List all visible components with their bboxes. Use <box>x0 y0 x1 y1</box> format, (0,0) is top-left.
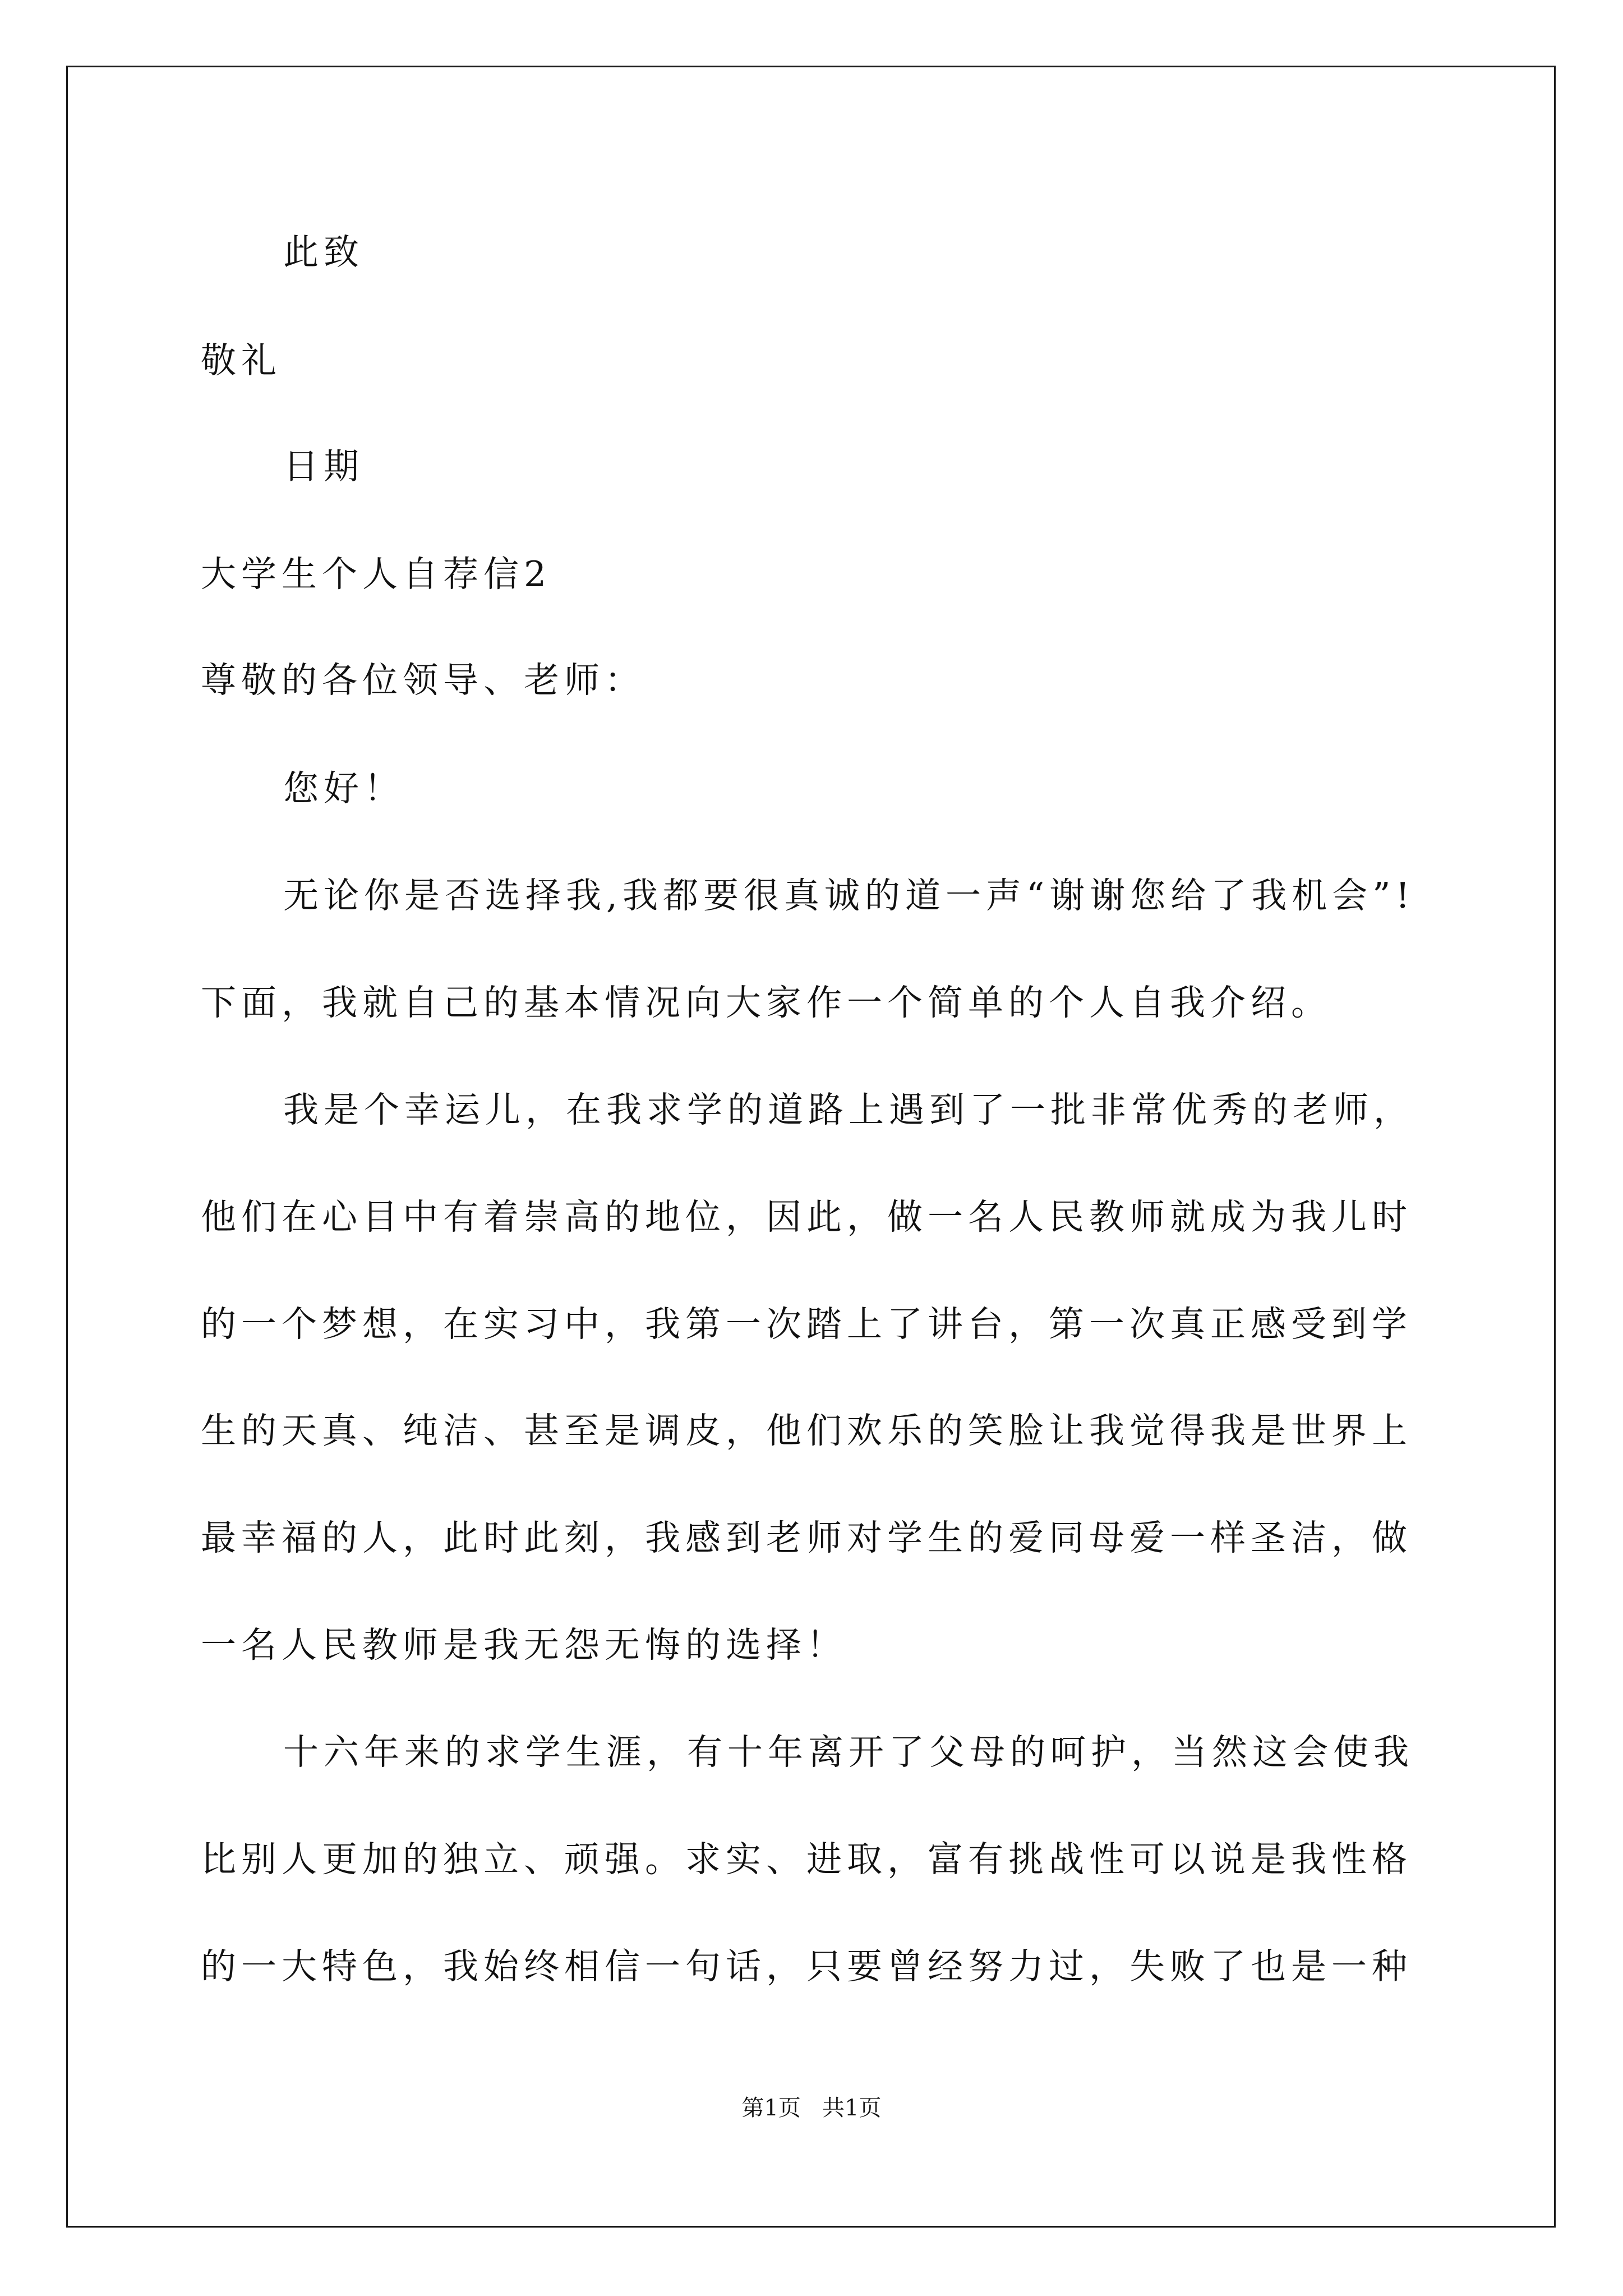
closing-line: 此致 <box>283 232 364 273</box>
page-frame <box>66 66 1556 2228</box>
paragraph-line: 比别人更加的独立、顽强。求实、进取，富有挑战性可以说是我性格 <box>201 1839 1412 1880</box>
paragraph-line: 无论你是否选择我,我都要很真诚的道一声“谢谢您给了我机会”! <box>283 875 1415 916</box>
paragraph-line: 的一大特色，我始终相信一句话，只要曾经努力过，失败了也是一种 <box>201 1946 1412 1987</box>
paragraph-line: 十六年来的求学生涯，有十年离开了父母的呵护，当然这会使我 <box>283 1732 1414 1773</box>
greeting: 您好！ <box>283 768 404 809</box>
paragraph-line: 最幸福的人，此时此刻，我感到老师对学生的爱同母爱一样圣洁，做 <box>201 1517 1412 1558</box>
paragraph-line: 一名人民教师是我无怨无悔的选择！ <box>201 1625 847 1665</box>
salutation: 尊敬的各位领导、老师： <box>201 660 645 701</box>
paragraph-line: 他们在心目中有着崇高的地位，因此，做一名人民教师就成为我儿时 <box>201 1197 1412 1237</box>
paragraph-line: 生的天真、纯洁、甚至是调皮，他们欢乐的笑脸让我觉得我是世界上 <box>201 1410 1412 1451</box>
paragraph-line: 下面，我就自己的基本情况向大家作一个简单的个人自我介绍。 <box>201 982 1331 1023</box>
page-number-footer: 第1页 共1页 <box>741 2095 882 2121</box>
paragraph-line: 的一个梦想，在实习中，我第一次踏上了讲台，第一次真正感受到学 <box>201 1304 1412 1345</box>
paragraph-line: 我是个幸运儿，在我求学的道路上遇到了一批非常优秀的老师， <box>283 1089 1414 1130</box>
date-line: 日期 <box>283 446 364 487</box>
regards-line: 敬礼 <box>201 340 282 381</box>
letter-title: 大学生个人自荐信2 <box>201 554 552 595</box>
